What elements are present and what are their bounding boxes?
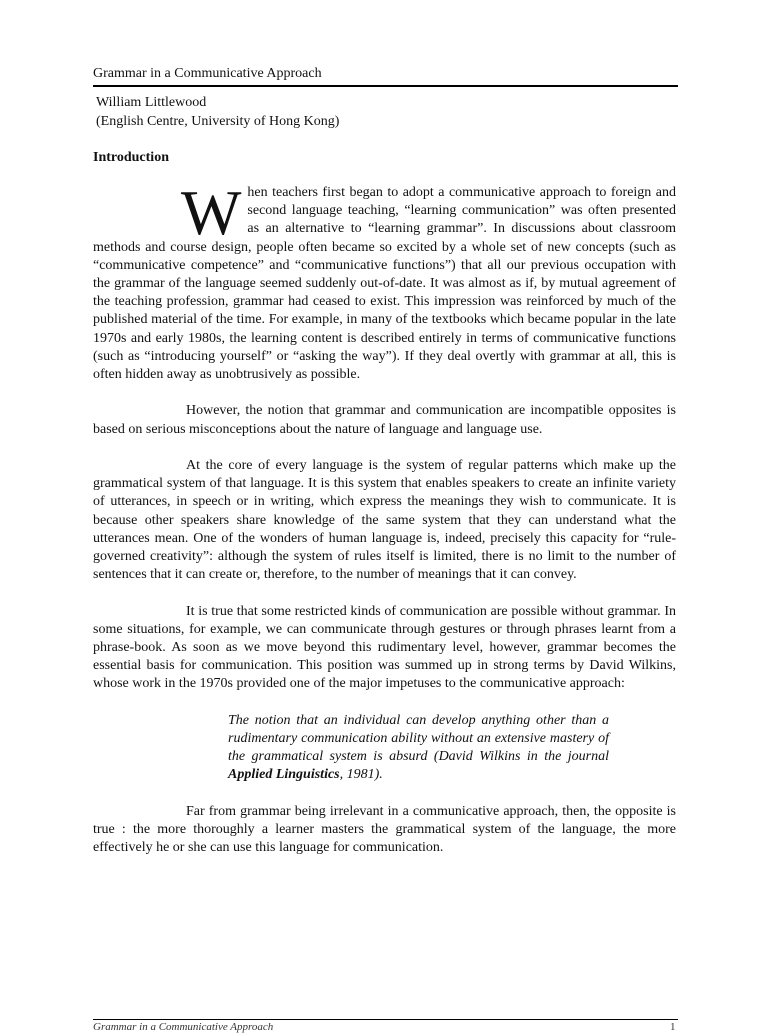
footer-rule [93,1019,678,1020]
body-text [93,177,676,876]
footer-page-number: 1 [670,1021,676,1033]
paragraph-1 [93,177,676,384]
paragraph-4: It is true that some restricted kinds of communication are possible without grammar. In some situations, for example, we can communicate through gestures or through phrases learnt from a phrase-book. As soon as we move beyond this rudimentary level, however, grammar becomes the essential basis for communication. This position was summed up in strong terms by David Wilkins, whose work in the 1970s provided one of the major impetuses to the communicative approach: [93,603,676,692]
author-block [96,94,339,131]
paragraph-1-text: hen teachers first began to adopt a communicative approach to foreign and second language teaching, “learning communication” was often presented as an alternative to “learning grammar”. In discussions about classroom methods and course design, people often became so excited by a whole set of new concepts (such as “communicative competence” and “communicative functions”) that all our previous occupation with the grammar of the language seemed suddenly out-of-date. It was almost as if, by mutual agreement of the teaching profession, grammar had ceased to exist. This impression was reinforced by much of the published material of the time. For example, in many of the textbooks which became popular in the late 1970s and early 1980s, the learning content is described entirely in terms of communicative functions (such as “introducing yourself” or “asking the way”). If they deal overtly with grammar at all, this is often hidden away as unobtrusively as possible. [93,185,676,383]
block-quote [228,712,609,785]
drop-cap: W [181,177,242,248]
running-header: Grammar in a Communicative Approach [93,65,678,87]
quote-journal: Applied Linguistics [228,767,340,783]
paragraph-2: However, the notion that grammar and communication are incompatible opposites is based on serious misconceptions about the nature of language and language use. [93,403,676,437]
quote-tail: , 1981). [339,767,383,783]
author-name: William Littlewood [96,95,207,110]
footer-text: Grammar in a Communicative Approach [93,1021,274,1033]
paragraph-5: Far from grammar being irrelevant in a communicative approach, then, the opposite is true : the more thoroughly a learner masters the grammatical system of the language, the more effectively he or she can use this language for communication. [93,803,676,856]
author-affiliation: (English Centre, University of Hong Kong) [96,113,340,129]
paragraph-3: At the core of every language is the system of regular patterns which make up the grammatical system of that language. It is this system that enables speakers to create an infinite variety of utterances, in speech or in writing, which express the meanings they wish to communicate. It is because other speakers share knowledge of the same system that they can understand what the utterances mean. One of the wonders of human language is, indeed, precisely this capacity for “rule-governed creativity”: although the system of rules itself is limited, there is no limit to the number of sentences that it can create or, therefore, to the number of meanings that it can convey. [93,458,676,583]
quote-text: The notion that an individual can develop anything other than a rudimentary communication ability without an extensive mastery of the grammatical system is absurd (David Wilkins in the journal [228,712,609,765]
section-heading: Introduction [93,150,169,165]
